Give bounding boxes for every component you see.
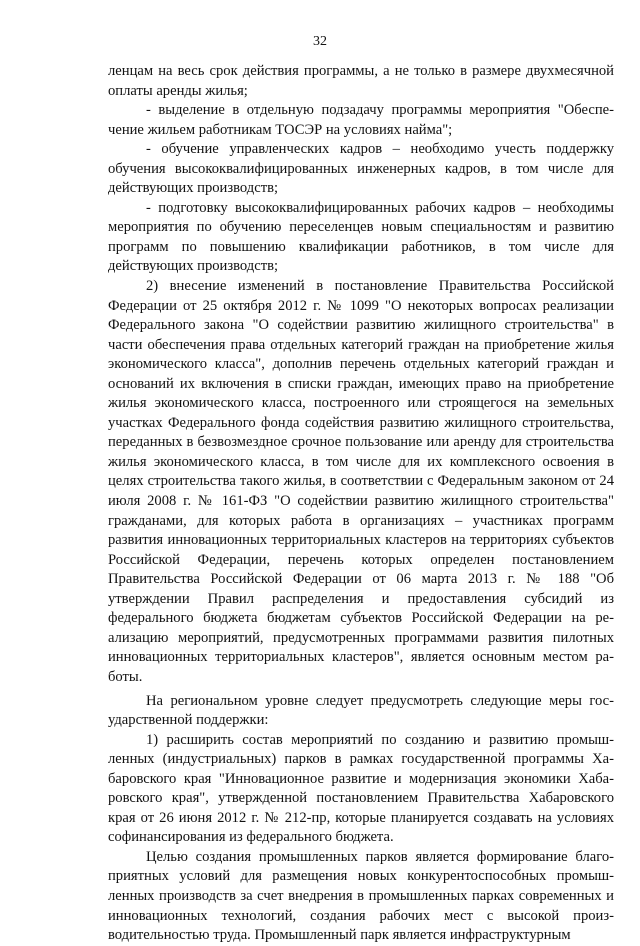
page-number: 32 (313, 34, 327, 49)
paragraph-housing-subtask: - выделение в отдельную подзадачу программы мероприятия "Обеспечение жильем работникам ТОСЭР на условиях найма"; (108, 102, 614, 138)
paragraph-management-training: - обучение управленческих кадров – необходимо учесть поддержку обучения высококвалифицированных инженерных кадров, в том числе для действующих производств; (108, 141, 614, 197)
paragraph-park-goals: Целью создания промышленных парков является формирование благоприятных условий для размещения новых конкурентоспособных промышленных производств за счет внедрения в промышленных парках современных и инновационных технологий, создания рабочих мест с высокой производительностью труда. Промышленный парк является инфраструктурным (108, 848, 614, 944)
document-body (108, 62, 614, 946)
paragraph-regional-measures: На региональном уровне следует предусмотреть следующие меры государственной поддержки: (108, 692, 614, 729)
paragraph-government-resolution: 2) внесение изменений в постановление Правительства Российской Федерации от 25 октября 2012 г. № 1099 "О некоторых вопросах реализации Федерального закона "О содействии развитию жилищного строительства" в части обеспечения права отдельных категорий граждан на приобретение жилья экономического класса", дополнив перечень отдельных категорий граждан и оснований их включения в списки граждан, имеющих право на приобретение жилья экономического класса, построенного или строящегося на земельных участках Федерального фонда содействия развитию жилищного строительства, переданных в безвозмездное срочное пользование или аренду для строительства жилья экономического класса, в том числе для их комплексного освоения в целях строительства такого жилья, в соответствии с Федеральным законом от 24 июля 2008 г. № 161-ФЗ "О содействии развитию жилищного строительства" гражданами, для которых работа в организациях – участниках программ развития инновационных территориальных кластеров на территориях субъектов Российской Федерации, перечень которых определен постановлением Правительства Российской Федерации от 06 марта 2013 г. № 188 "Об утверждении Правил распределения и предоставления субсидий из федерального бюджета бюджетам субъектов Российской Федерации на реализацию мероприятий, предусмотренных программами развития пилотных инновационных территориальных кластеров", является основным местом работы. (108, 278, 614, 685)
paragraph-industrial-parks: 1) расширить состав мероприятий по созданию и развитию промышленных (индустриальных) парков в рамках государственной программы Хабаровского края "Инновационное развитие и модернизация экономики Хабаровского края", утвержденной постановлением Правительства Хабаровского края от 26 июня 2012 г. № 212-пр, которые планируется создавать на условиях софинансирования из федерального бюджета. (108, 731, 614, 846)
paragraph-continuation: ленцам на весь срок действия программы, а не только в размере двухмесячной оплаты аренды жилья; (108, 63, 614, 99)
paragraph-worker-training: - подготовку высококвалифицированных рабочих кадров – необходимы мероприятия по обучению переселенцев новым специальностям и развитию программ по повышению квалификации работников, в том числе для действующих производств; (108, 199, 614, 275)
